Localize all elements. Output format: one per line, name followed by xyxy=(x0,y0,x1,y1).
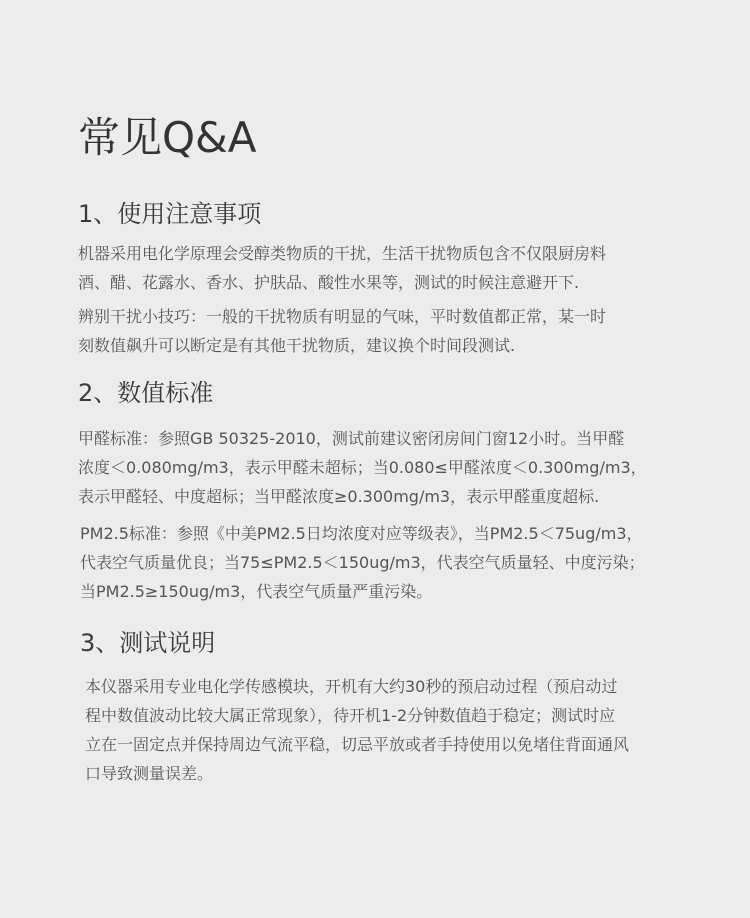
section-heading-test-instructions: 3、测试说明 xyxy=(80,629,216,657)
paragraph-pm25-standard xyxy=(80,519,645,606)
paragraph-formaldehyde-standard xyxy=(78,424,647,511)
paragraph-line: 代表空气质量优良；当75≤PM2.5＜150ug/m3，代表空气质量轻、中度污染； xyxy=(80,553,645,572)
paragraph-line: PM2.5标准：参照《中美PM2.5日均浓度对应等级表》，当PM2.5＜75ug/m3， xyxy=(80,524,643,543)
paragraph-interference-tips xyxy=(78,302,606,360)
paragraph-line: 甲醛标准：参照GB 50325-2010，测试前建议密闭房间门窗12小时。当甲醛 xyxy=(78,429,625,448)
paragraph-interference-info xyxy=(78,239,606,297)
paragraph-line: 机器采用电化学原理会受醇类物质的干扰，生活干扰物质包含不仅限厨房料 xyxy=(78,244,607,263)
paragraph-test-instructions xyxy=(85,672,629,788)
paragraph-line: 程中数值波动比较大属正常现象），待开机1-2分钟数值趋于稳定；测试时应 xyxy=(85,706,616,725)
section-heading-usage-notes: 1、使用注意事项 xyxy=(78,200,262,228)
paragraph-line: 刻数值飙升可以断定是有其他干扰物质，建议换个时间段测试. xyxy=(78,336,516,355)
paragraph-line: 当PM2.5≥150ug/m3，代表空气质量严重污染。 xyxy=(80,582,433,601)
paragraph-line: 浓度＜0.080mg/m3，表示甲醛未超标；当0.080≤甲醛浓度＜0.300mg/m3， xyxy=(78,458,647,477)
paragraph-line: 辨别干扰小技巧：一般的干扰物质有明显的气味，平时数值都正常，某一时 xyxy=(78,307,607,326)
paragraph-line: 酒、醋、花露水、香水、护肤品、酸性水果等，测试的时候注意避开下. xyxy=(78,273,580,292)
page-title: 常见Q&A xyxy=(78,113,257,162)
paragraph-line: 立在一固定点并保持周边气流平稳，切忌平放或者手持使用以免堵住背面通风 xyxy=(85,735,630,754)
section-heading-value-standards: 2、数值标准 xyxy=(78,379,214,407)
paragraph-line: 口导致测量误差。 xyxy=(85,764,214,783)
paragraph-line: 表示甲醛轻、中度超标；当甲醛浓度≥0.300mg/m3，表示甲醛重度超标. xyxy=(78,487,600,506)
paragraph-line: 本仪器采用专业电化学传感模块，开机有大约30秒的预启动过程（预启动过 xyxy=(85,677,618,696)
